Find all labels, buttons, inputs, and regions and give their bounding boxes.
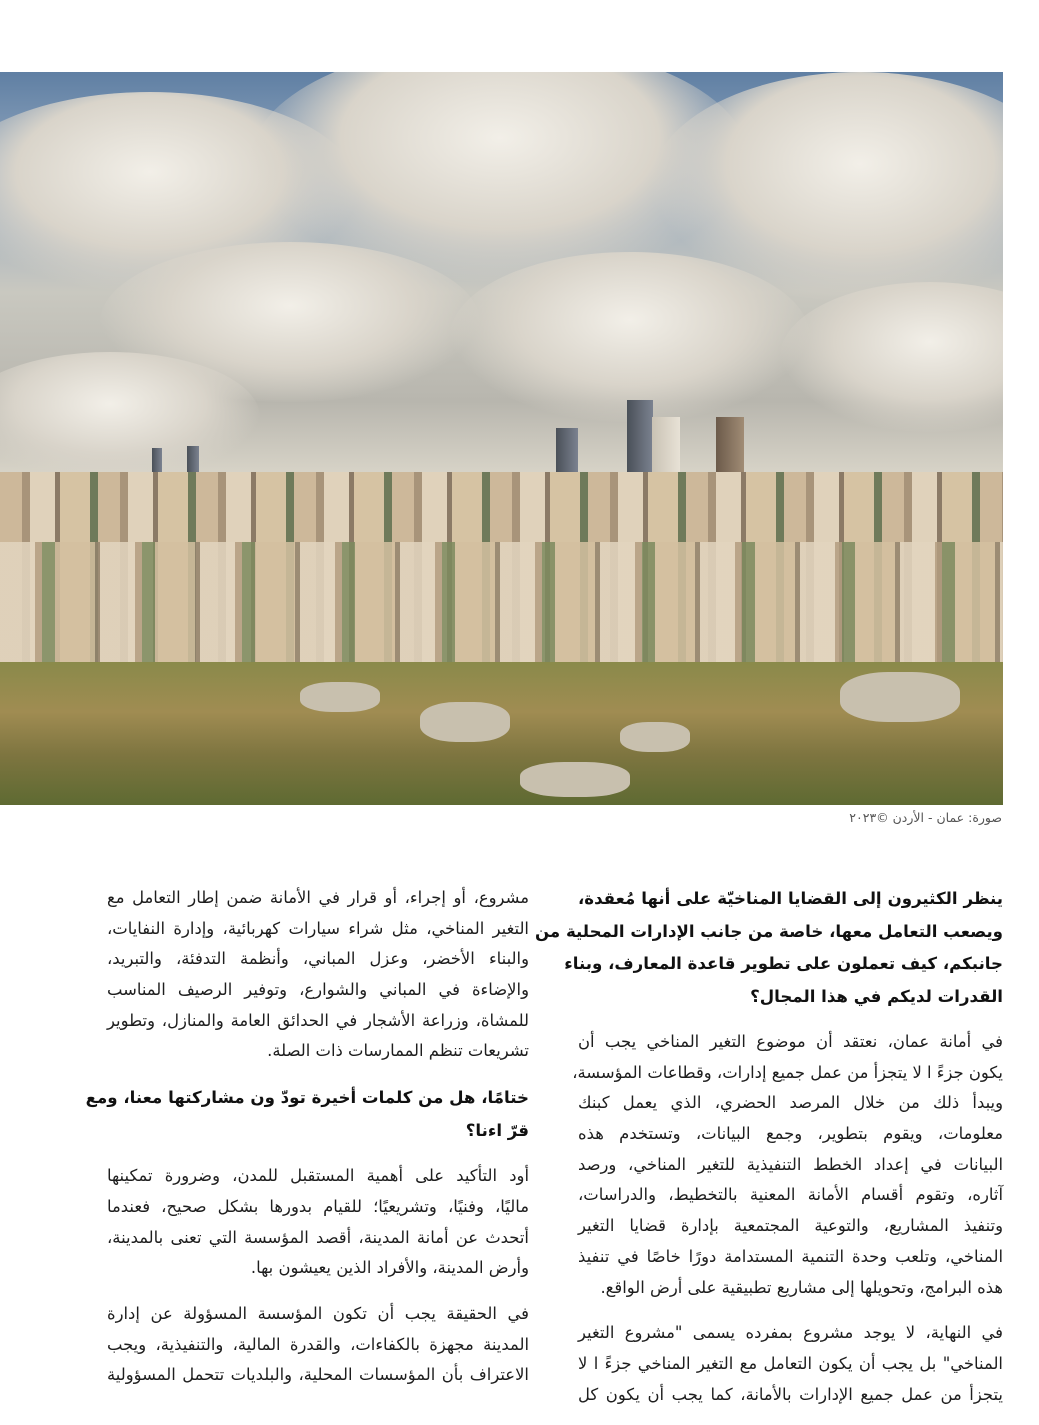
text-line: ختامًا، هل من كلمات أخيرة تودّ ون مشاركتها معنا، ومع bbox=[85, 1088, 529, 1108]
text-line: ينظر الكثيرون إلى القضايا المناخيّة على أنها مُعقدة، bbox=[578, 889, 1003, 908]
text-line: هذه البرامج، وتحويلها إلى مشاريع تطبيقية على أرض الواقع. bbox=[600, 1277, 1003, 1297]
text-line: ويصعب التعامل معها، خاصة من جانب الإدارات المحلية من bbox=[534, 921, 1003, 941]
answer-paragraph bbox=[572, 1027, 1003, 1303]
text-line: مشروع، أو إجراء، أو قرار في الأمانة ضمن إطار التعامل مع bbox=[107, 888, 529, 907]
article-column-left bbox=[85, 883, 529, 1406]
interview-question bbox=[85, 1082, 529, 1147]
text-line: جانبكم، كيف تعملون على تطوير قاعدة المعارف، وبناء bbox=[564, 954, 1003, 973]
rock bbox=[520, 762, 630, 797]
text-line: البيانات في إعداد الخطط التنفيذية للتغير المناخي، ورصد bbox=[578, 1154, 1003, 1174]
text-line: في الحقيقة يجب أن تكون المؤسسة المسؤولة عن إدارة bbox=[107, 1303, 529, 1323]
text-line: المناخي" بل يجب أن يكون التعامل مع التغير المناخي جزءً ا لا bbox=[578, 1353, 1003, 1373]
answer-paragraph bbox=[107, 1161, 529, 1284]
text-line: يتجزأ من عمل جميع الإدارات بالأمانة، كما يجب أن يكون كل bbox=[578, 1384, 1003, 1404]
text-line: وتنفيذ المشاريع، والتوعية المجتمعية بإدارة قضايا التغير bbox=[578, 1216, 1003, 1236]
text-line: التغير المناخي، مثل شراء سيارات كهربائية، وإدارة النفايات، bbox=[107, 918, 529, 938]
answer-paragraph bbox=[578, 1318, 1003, 1410]
text-line: أود التأكيد على أهمية المستقبل للمدن، وضرورة تمكينها bbox=[107, 1166, 529, 1186]
text-line: في أمانة عمان، نعتقد أن موضوع التغير المناخي يجب أن bbox=[578, 1032, 1003, 1051]
text-line: القدرات لديكم في هذا المجال؟ bbox=[750, 986, 1003, 1006]
text-line: آثاره، وتقوم أقسام الأمانة المعنية بالتخطيط، والدراسات، bbox=[578, 1185, 1003, 1205]
text-line: المدينة مجهزة بالكفاءات، والقدرة المالية، والتنفيذية، ويجب bbox=[107, 1334, 529, 1354]
text-line: يكون جزءً ا لا يتجزأ من عمل جميع إدارات، وقطاعات المؤسسة، bbox=[572, 1062, 1003, 1082]
text-line: والبناء الأخضر، وعزل المباني، وأنظمة التدفئة، والتبريد، bbox=[107, 949, 529, 969]
cloud bbox=[450, 252, 810, 422]
text-line: وأرض المدينة، والأفراد الذين يعيشون بها. bbox=[250, 1258, 529, 1278]
text-line: ويبدأ ذلك من خلال المرصد الحضري، الذي يعمل كبنك bbox=[578, 1093, 1003, 1113]
text-line: ماليًا، وفنيًا، وتشريعيًا؛ للقيام بدورها بشكل صحيح، فعندما bbox=[107, 1196, 529, 1216]
photo-caption: صورة: عمان - الأردن ©٢٠٢٣ bbox=[849, 810, 1002, 825]
text-line: معلومات، ويقوم بتطوير، وجمع البيانات، وتستخدم هذه bbox=[578, 1124, 1003, 1144]
rock bbox=[420, 702, 510, 742]
text-line: قرّ اءنا؟ bbox=[465, 1120, 529, 1140]
text-line: المناخي، وتلعب وحدة التنمية المستدامة دورًا خاصًا في تنفيذ bbox=[578, 1246, 1003, 1266]
rock bbox=[300, 682, 380, 712]
text-line: في النهاية، لا يوجد مشروع بمفرده يسمى "مشروع التغير bbox=[578, 1323, 1003, 1343]
interview-question bbox=[534, 883, 1003, 1013]
rock bbox=[840, 672, 960, 722]
rock bbox=[620, 722, 690, 752]
cloud bbox=[780, 282, 1003, 432]
text-line: أتحدث عن أمانة المدينة، أقصد المؤسسة التي تعنى بالمدينة، bbox=[107, 1227, 529, 1247]
text-line: والإضاءة في المباني والشوارع، وتوفير الرصيف المناسب bbox=[107, 980, 529, 1000]
article-column-right bbox=[534, 883, 1003, 1425]
text-line: تشريعات تنظم الممارسات ذات الصلة. bbox=[267, 1041, 529, 1061]
answer-paragraph bbox=[107, 1299, 529, 1391]
amman-cityscape-photo bbox=[0, 72, 1003, 805]
answer-paragraph bbox=[107, 883, 529, 1067]
text-line: للمشاة، وزراعة الأشجار في الحدائق العامة والمنازل، وتطوير bbox=[107, 1010, 529, 1030]
text-line: الاعتراف بأن المؤسسات المحلية، والبلديات تتحمل المسؤولية bbox=[107, 1365, 529, 1385]
